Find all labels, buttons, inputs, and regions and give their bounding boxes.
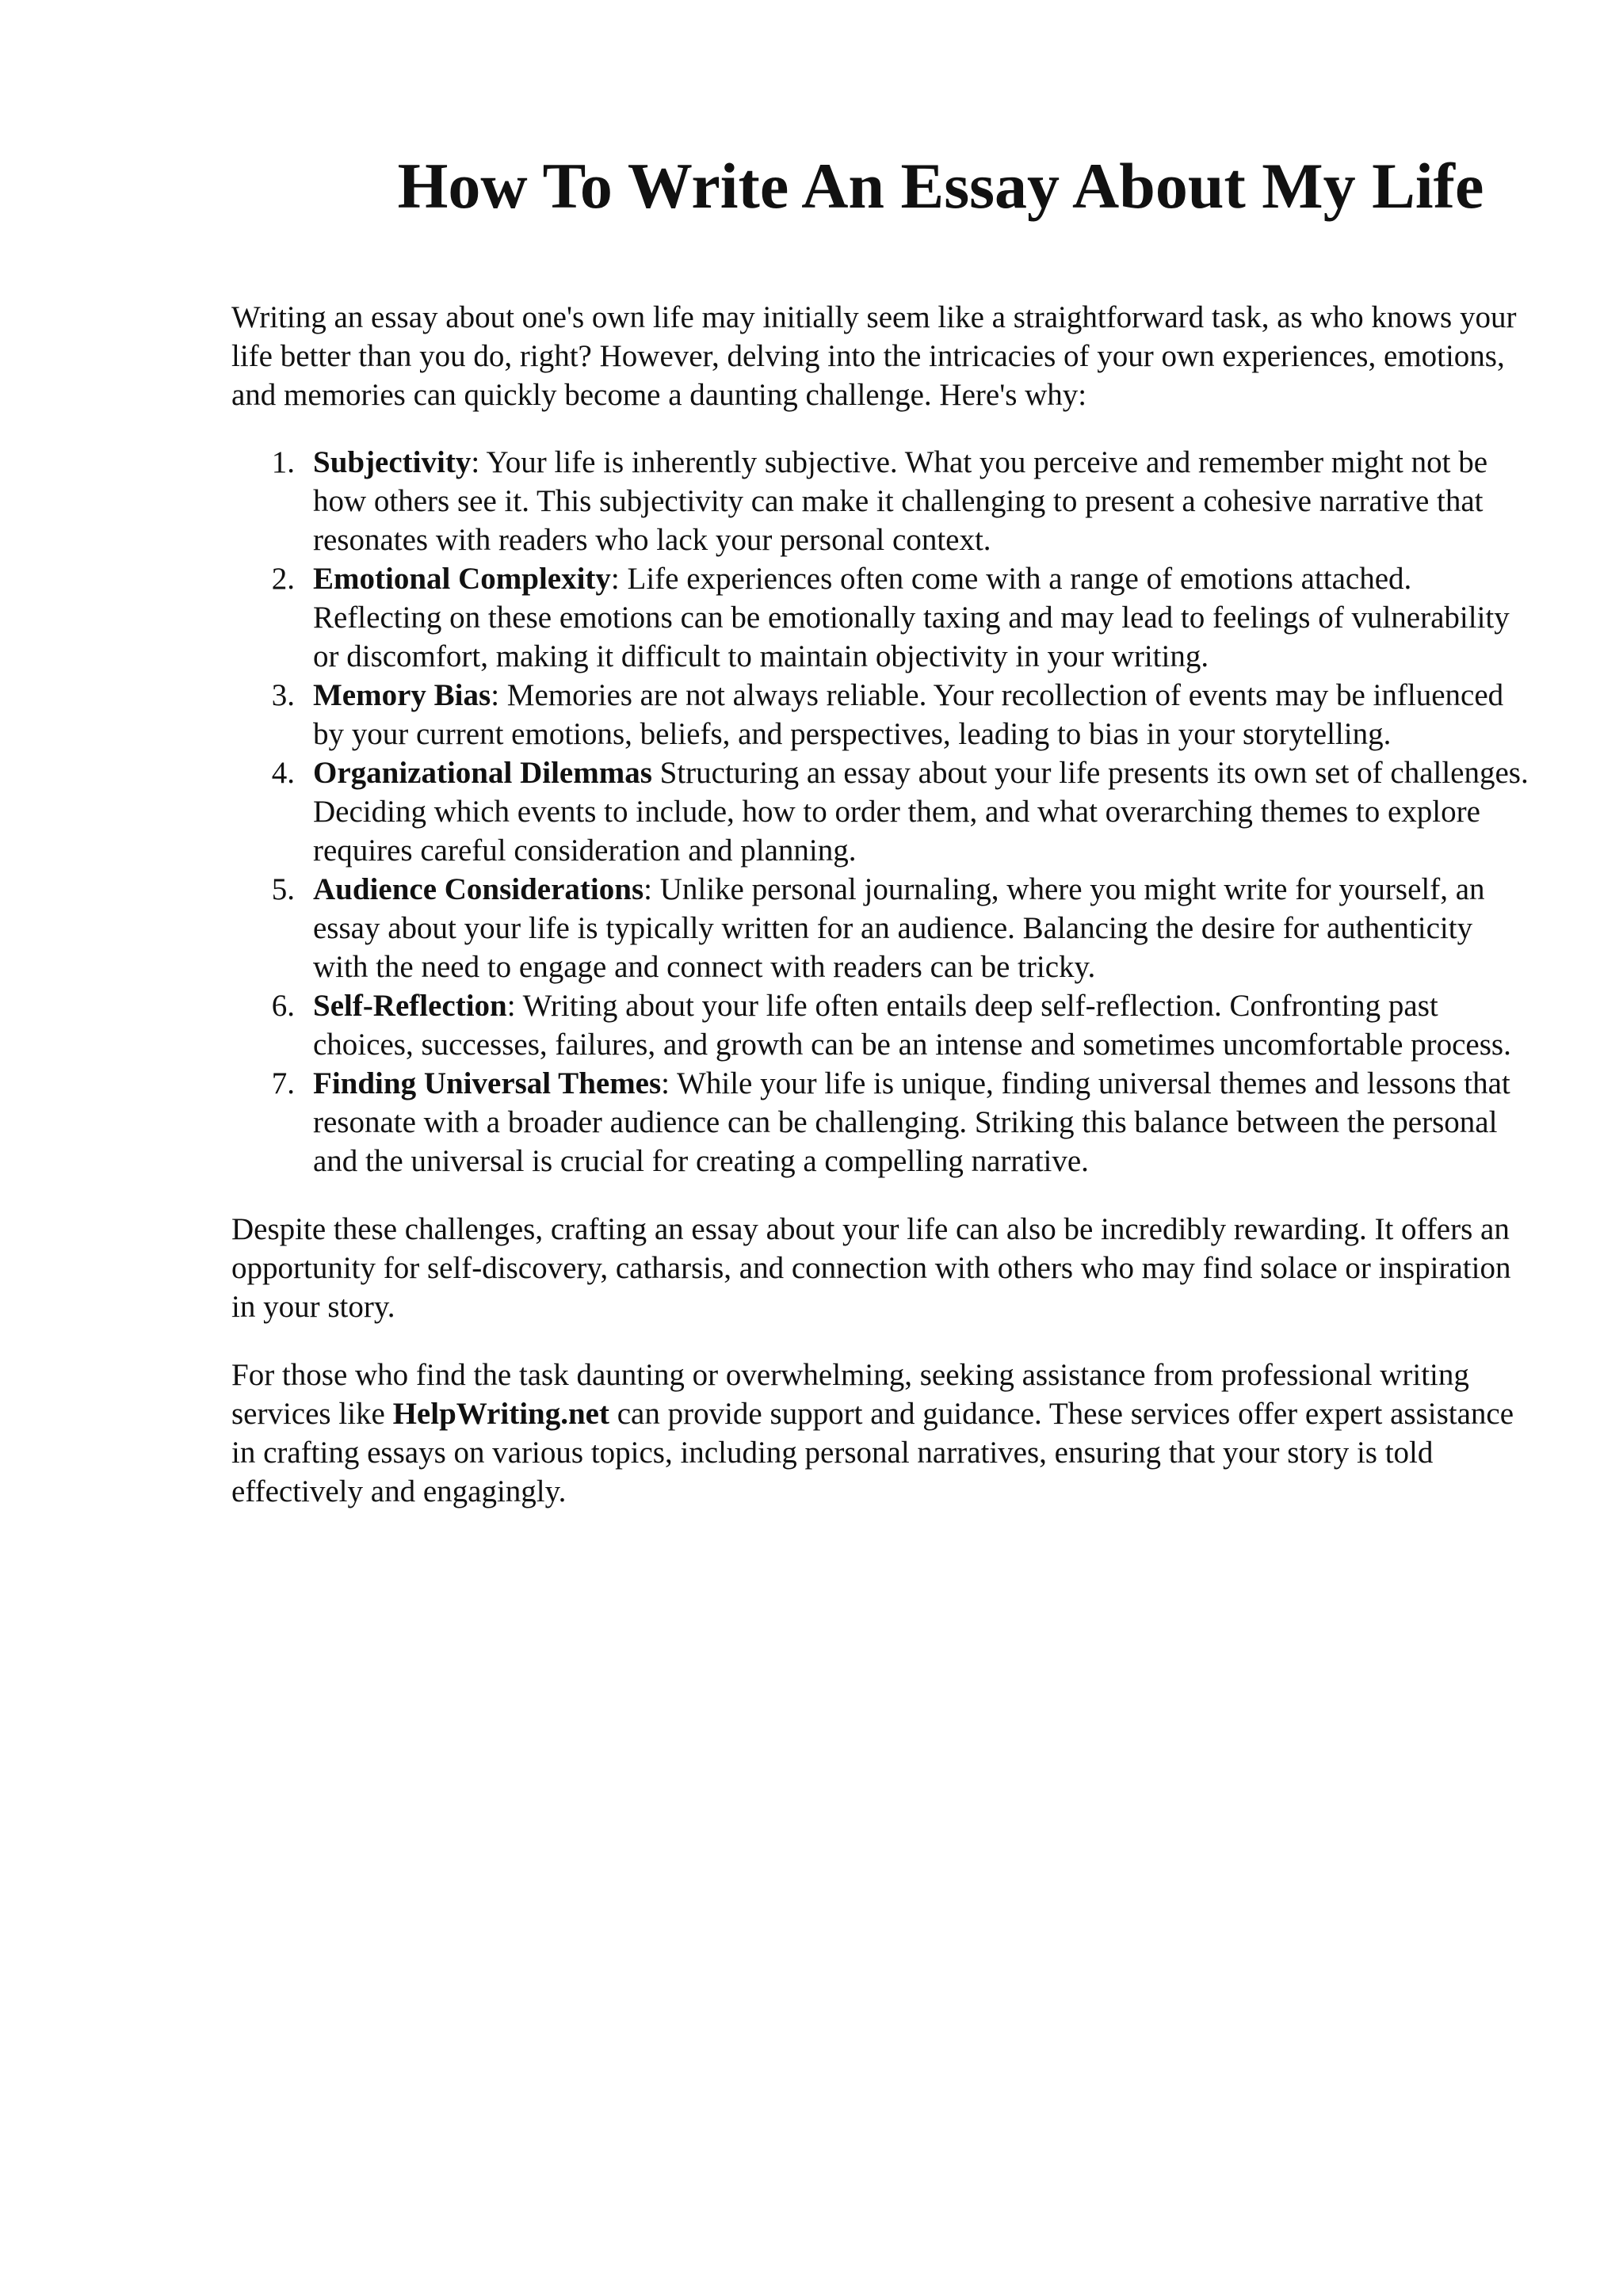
list-item-term: Emotional Complexity — [313, 562, 611, 596]
list-item-text: Memories are not always reliable. Your recollection of events may be influenced by your current emotions, beliefs, and perspectives, leading to bias in your storytelling. — [313, 678, 1504, 751]
list-item — [231, 443, 1531, 559]
list-item-separator: : — [610, 562, 620, 596]
closing-text-after: can provide support and guidance. These services offer expert assistance in crafting essays on various topics, including personal narratives, ensuring that your story is told effectively and engagingly. — [231, 1397, 1514, 1508]
list-item-number: 2. — [271, 562, 295, 596]
list-item — [231, 559, 1531, 676]
list-item-text: While your life is unique, finding universal themes and lessons that resonate with a broader audience can be challenging. Striking this balance between the personal and the universal is crucial for creating a compelling narrative. — [313, 1066, 1510, 1178]
list-item-separator: : — [643, 872, 652, 906]
list-item — [231, 1064, 1531, 1180]
list-item-number: 7. — [271, 1066, 295, 1100]
list-item-term: Audience Considerations — [313, 872, 644, 906]
brand-name: HelpWriting.net — [392, 1397, 609, 1431]
list-item-text: Unlike personal journaling, where you might write for yourself, an essay about your life is typically written for an audience. Balancing the desire for authenticity with the need to engage and connect with readers can be tricky. — [313, 872, 1485, 984]
list-item-separator: : — [661, 1066, 670, 1100]
list-item-number: 1. — [271, 445, 295, 479]
list-item-text: Life experiences often come with a range of emotions attached. Reflecting on these emotions can be emotionally taxing and may lead to feelings of vulnerability or discomfort, making it difficult to maintain objectivity in your writing. — [313, 562, 1510, 673]
list-item — [231, 753, 1531, 870]
list-item — [231, 870, 1531, 986]
list-item-separator: : — [471, 445, 480, 479]
list-item-term: Organizational Dilemmas — [313, 756, 652, 790]
challenges-list — [231, 443, 1531, 1180]
list-item — [231, 676, 1531, 753]
list-item-separator: : — [506, 989, 516, 1023]
list-item-term: Finding Universal Themes — [313, 1066, 662, 1100]
list-item-number: 3. — [271, 678, 295, 712]
closing-text-before: For those who find the task daunting or overwhelming, seeking assistance from professional writing services like — [231, 1358, 1469, 1431]
list-item-text: Writing about your life often entails deep self-reflection. Confronting past choices, successes, failures, and growth can be an intense and sometimes uncomfortable process. — [313, 989, 1511, 1062]
page-title: How To Write An Essay About My Life — [397, 150, 1484, 222]
list-item-number: 6. — [271, 989, 295, 1023]
list-item — [231, 986, 1531, 1064]
list-item-number: 4. — [271, 756, 295, 790]
list-item-term: Subjectivity — [313, 445, 472, 479]
despite-paragraph: Despite these challenges, crafting an essay about your life can also be incredibly rewarding. It offers an opportunity for self-discovery, catharsis, and connection with others who may find solace or inspiration in your story. — [231, 1212, 1511, 1324]
list-item-term: Self-Reflection — [313, 989, 507, 1023]
closing-paragraph — [231, 1356, 1531, 1511]
list-item-text: Structuring an essay about your life presents its own set of challenges. Deciding which events to include, how to order them, and what overarching themes to explore requires careful consideration and planning. — [313, 756, 1529, 868]
list-item-separator: : — [491, 678, 500, 712]
list-item-number: 5. — [271, 872, 295, 906]
list-item-text: Your life is inherently subjective. What you perceive and remember might not be how others see it. This subjectivity can make it challenging to present a cohesive narrative that resonates with readers who lack your personal context. — [313, 445, 1488, 557]
intro-paragraph: Writing an essay about one's own life may initially seem like a straightforward task, as who knows your life better than you do, right? However, delving into the intricacies of your own experiences, emotions, and memories can quickly become a daunting challenge. Here's why: — [231, 300, 1517, 412]
document-page — [231, 143, 1531, 1511]
list-item-term: Memory Bias — [313, 678, 491, 712]
